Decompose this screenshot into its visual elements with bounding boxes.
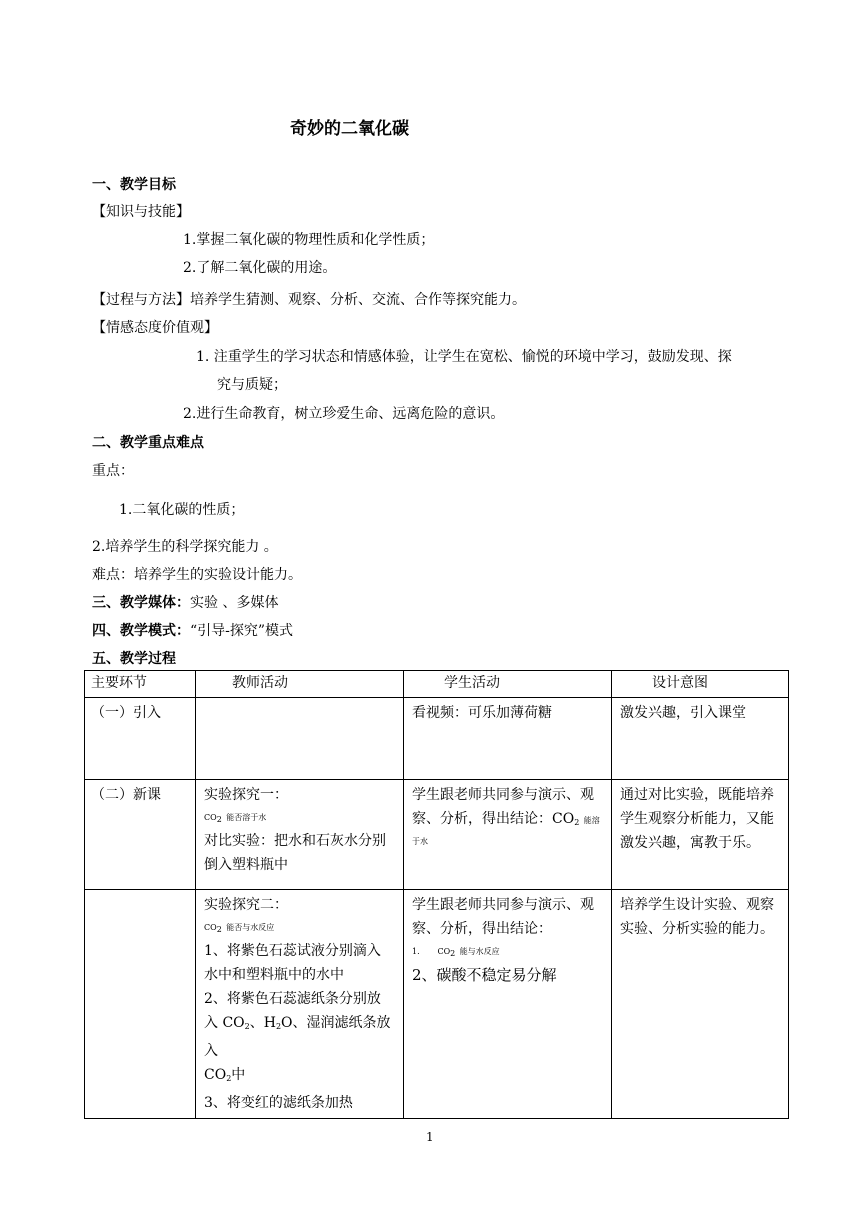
stage-cell: （二）新课 [85,780,196,890]
table-header-row [85,671,789,698]
experiment-2-title: 实验探究二： [204,897,288,913]
student-line: 学生跟老师共同参与演示、观 [412,897,594,913]
section-2-heading: 二、教学重点难点 [92,435,204,451]
header-cell: 教师活动 [196,671,404,698]
teaching-process-table [84,670,789,1119]
process-text: 培养学生猜测、观察、分析、交流、合作等探究能力。 [190,292,526,308]
student-conclusion-1: 1. $CO_2$ 能与水反应 [412,947,500,958]
emotion-label: 【情感态度价值观】 [92,320,218,336]
intent-line: 培养学生设计实验、观察 [620,897,774,913]
student-cell [404,890,612,1119]
key-point-1: 1.二氧化碳的性质； [119,502,245,518]
process-line [92,289,526,309]
experiment-2-line: 2、将紫色石蕊滤纸条分别放 [204,991,381,1007]
section-3-heading: 三、教学媒体： [92,595,190,611]
emotion-item-1-line-1: 1. 注重学生的学习状态和情感体验，让学生在宽松、愉悦的环境中学习，鼓励发现、探 [196,349,732,365]
page-title: 奇妙的二氧化碳 [290,119,409,139]
experiment-2-line: 水中和塑料瓶中的水中 [204,967,344,983]
student-conclusion-2: 2、碳酸不稳定易分解 [412,966,557,984]
teacher-cell [196,890,404,1119]
student-line: 察、分析，得出结论：$CO_2$ 能溶 [412,811,600,827]
table-row [85,890,789,1119]
teacher-cell [196,698,404,780]
emotion-item-1-line-2: 究与质疑； [217,377,287,393]
experiment-1-line: 对比实验：把水和石灰水分别 [204,833,386,849]
student-cell: 看视频：可乐加薄荷糖 [404,698,612,780]
knowledge-item-1: 1.掌握二氧化碳的物理性质和化学性质； [183,232,435,248]
media-line [92,592,278,612]
intent-cell [612,780,789,890]
key-point-2: 2.培养学生的科学探究能力 。 [92,539,278,555]
header-cell: 学生活动 [404,671,612,698]
student-cell [404,780,612,890]
intent-line: 学生观察分析能力，又能 [620,811,774,827]
section-1-heading: 一、教学目标 [92,177,176,193]
student-line: 察、分析，得出结论： [412,921,552,937]
knowledge-item-2: 2.了解二氧化碳的用途。 [183,260,337,276]
section-4-heading: 四、教学模式： [92,623,190,639]
experiment-2-line: 入 $CO_2$、$H_2O$、湿润滤纸条放入 [204,1015,391,1059]
stage-cell: （一）引入 [85,698,196,780]
experiment-2-line: 3、将变红的滤纸条加热 [204,1095,353,1111]
intent-cell [612,890,789,1119]
experiment-1-title: 实验探究一： [204,787,288,803]
emotion-item-2: 2.进行生命教育，树立珍爱生命、远离危险的意识。 [183,406,505,422]
teacher-cell [196,780,404,890]
student-line: 学生跟老师共同参与演示、观 [412,787,594,803]
header-cell: 主要环节 [85,671,196,698]
stage-cell [85,890,196,1119]
experiment-2-topic: $CO_2$ 能否与水反应 [204,923,275,934]
difficulty-line: 难点：培养学生的实验设计能力。 [92,567,302,583]
table-row [85,780,789,890]
intent-line: 通过对比实验，既能培养 [620,787,774,803]
header-cell: 设计意图 [612,671,789,698]
mode-text: “引导-探究”模式 [190,623,294,639]
key-points-label: 重点： [92,463,134,479]
media-text: 实验 、多媒体 [190,595,279,611]
experiment-1-line: 倒入塑料瓶中 [204,857,288,873]
experiment-2-line: $CO_2$中 [204,1067,246,1083]
experiment-1-topic: $CO_2$ 能否溶于水 [204,813,267,824]
knowledge-label: 【知识与技能】 [92,204,190,220]
process-label: 【过程与方法】 [92,292,190,308]
section-5-heading: 五、教学过程 [92,651,176,667]
table-row [85,698,789,780]
mode-line [92,620,293,640]
student-line: 于水 [412,837,428,846]
intent-line: 激发兴趣，寓教于乐。 [620,835,760,851]
intent-cell: 激发兴趣，引入课堂 [612,698,789,780]
intent-line: 实验、分析实验的能力。 [620,921,774,937]
page-number: 1 [426,1130,434,1144]
experiment-2-line: 1、将紫色石蕊试液分别滴入 [204,943,381,959]
